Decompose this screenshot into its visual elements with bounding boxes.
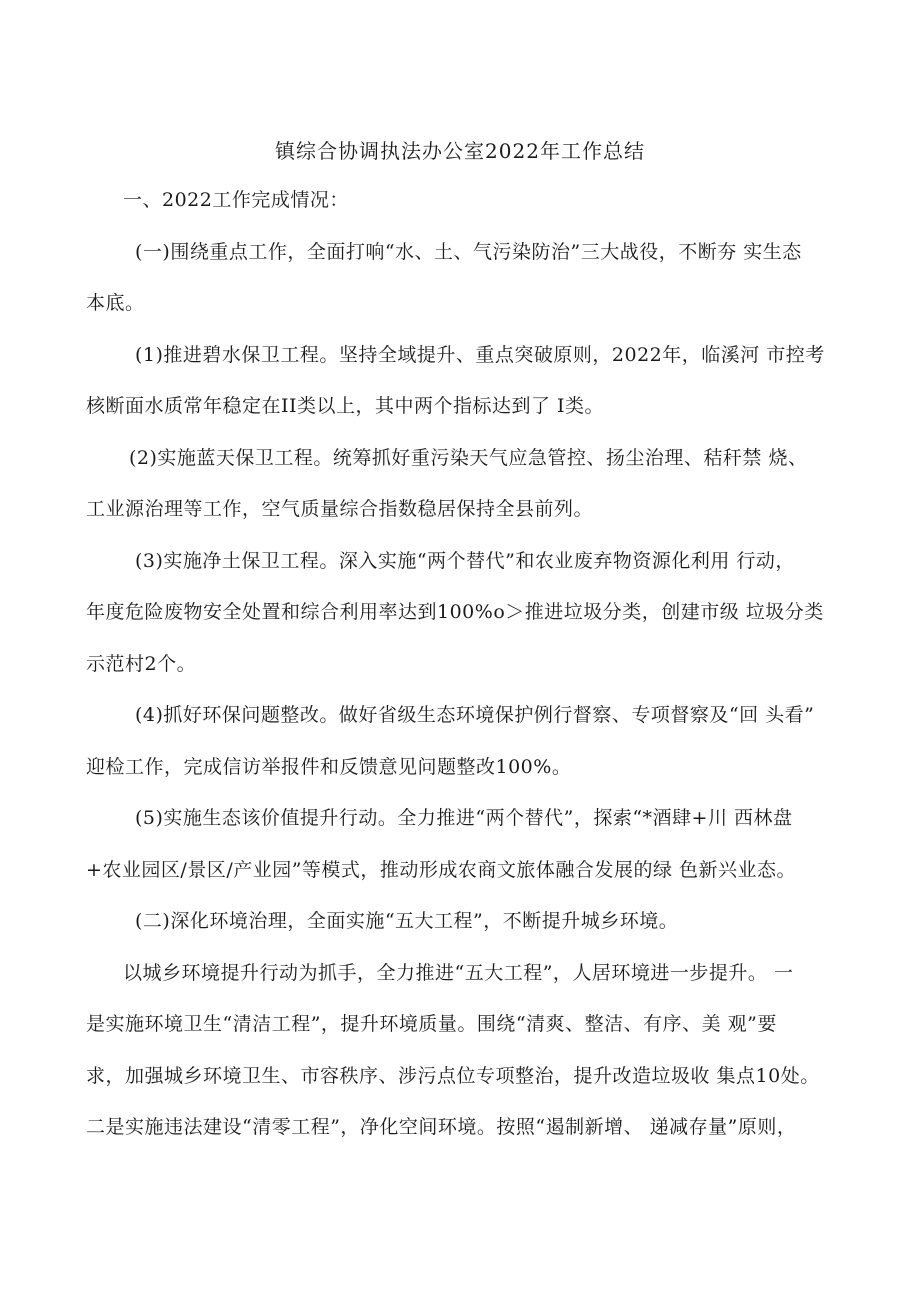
paragraph-line: (5)实施生态该价值提升行动。全力推进“两个替代”，探索“*酒肆+川 西林盘	[135, 807, 793, 829]
paragraph-line: 迎检工作，完成信访举报件和反馈意见问题整改100%。	[86, 756, 572, 778]
paragraph-line: (3)实施净土保卫工程。深入实施“两个替代”和农业废弃物资源化利用 行动，	[135, 550, 795, 572]
paragraph-line: 核断面水质常年稳定在II类以上，其中两个指标达到了 I类。	[86, 395, 605, 417]
paragraph-line: 以城乡环境提升行动为抓手，全力推进“五大工程”，人居环境进一步提升。 一	[123, 962, 794, 984]
paragraph-line: 二是实施违法建设“清零工程”，净化空间环境。按照“遏制新增、 递减存量”原则，	[86, 1116, 797, 1138]
paragraph-line: 求，加强城乡环境卫生、市容秩序、涉污点位专项整治，提升改造垃圾收 集点10处。	[86, 1065, 820, 1087]
paragraph-line: 示范村2个。	[86, 653, 197, 675]
paragraph-line: (1)推进碧水保卫工程。坚持全域提升、重点突破原则，2022年，临溪河 市控考	[135, 344, 825, 366]
document-title: 镇综合协调执法办公室2022年工作总结	[275, 139, 645, 163]
paragraph-line: 年度危险废物安全处置和综合利用率达到100%o＞推进垃圾分类，创建市级 垃圾分类	[86, 601, 824, 623]
section-heading-1: 一、2022工作完成情况：	[123, 189, 349, 211]
paragraph-line: 是实施环境卫生“清洁工程”，提升环境质量。围绕“清爽、整洁、有序、美 观”要	[86, 1013, 777, 1035]
paragraph-line: (一)围绕重点工作，全面打响“水、土、气污染防治”三大战役，不断夯 实生态	[135, 241, 802, 263]
paragraph-line: 工业源治理等工作，空气质量综合指数稳居保持全县前列。	[86, 498, 594, 520]
paragraph-line: 本底。	[86, 292, 145, 314]
section-heading-2: (二)深化环境治理，全面实施“五大工程”，不断提升城乡环境。	[135, 910, 679, 932]
paragraph-line: (4)抓好环保问题整改。做好省级生态环境保护例行督察、专项督察及“回 头看”	[135, 704, 815, 726]
paragraph-line: (2)实施蓝天保卫工程。统筹抓好重污染天气应急管控、扬尘治理、秸秆禁 烧、	[129, 447, 808, 469]
paragraph-line: +农业园区/景区/产业园”等模式，推动形成农商文旅体融合发展的绿 色新兴业态。	[86, 859, 796, 881]
